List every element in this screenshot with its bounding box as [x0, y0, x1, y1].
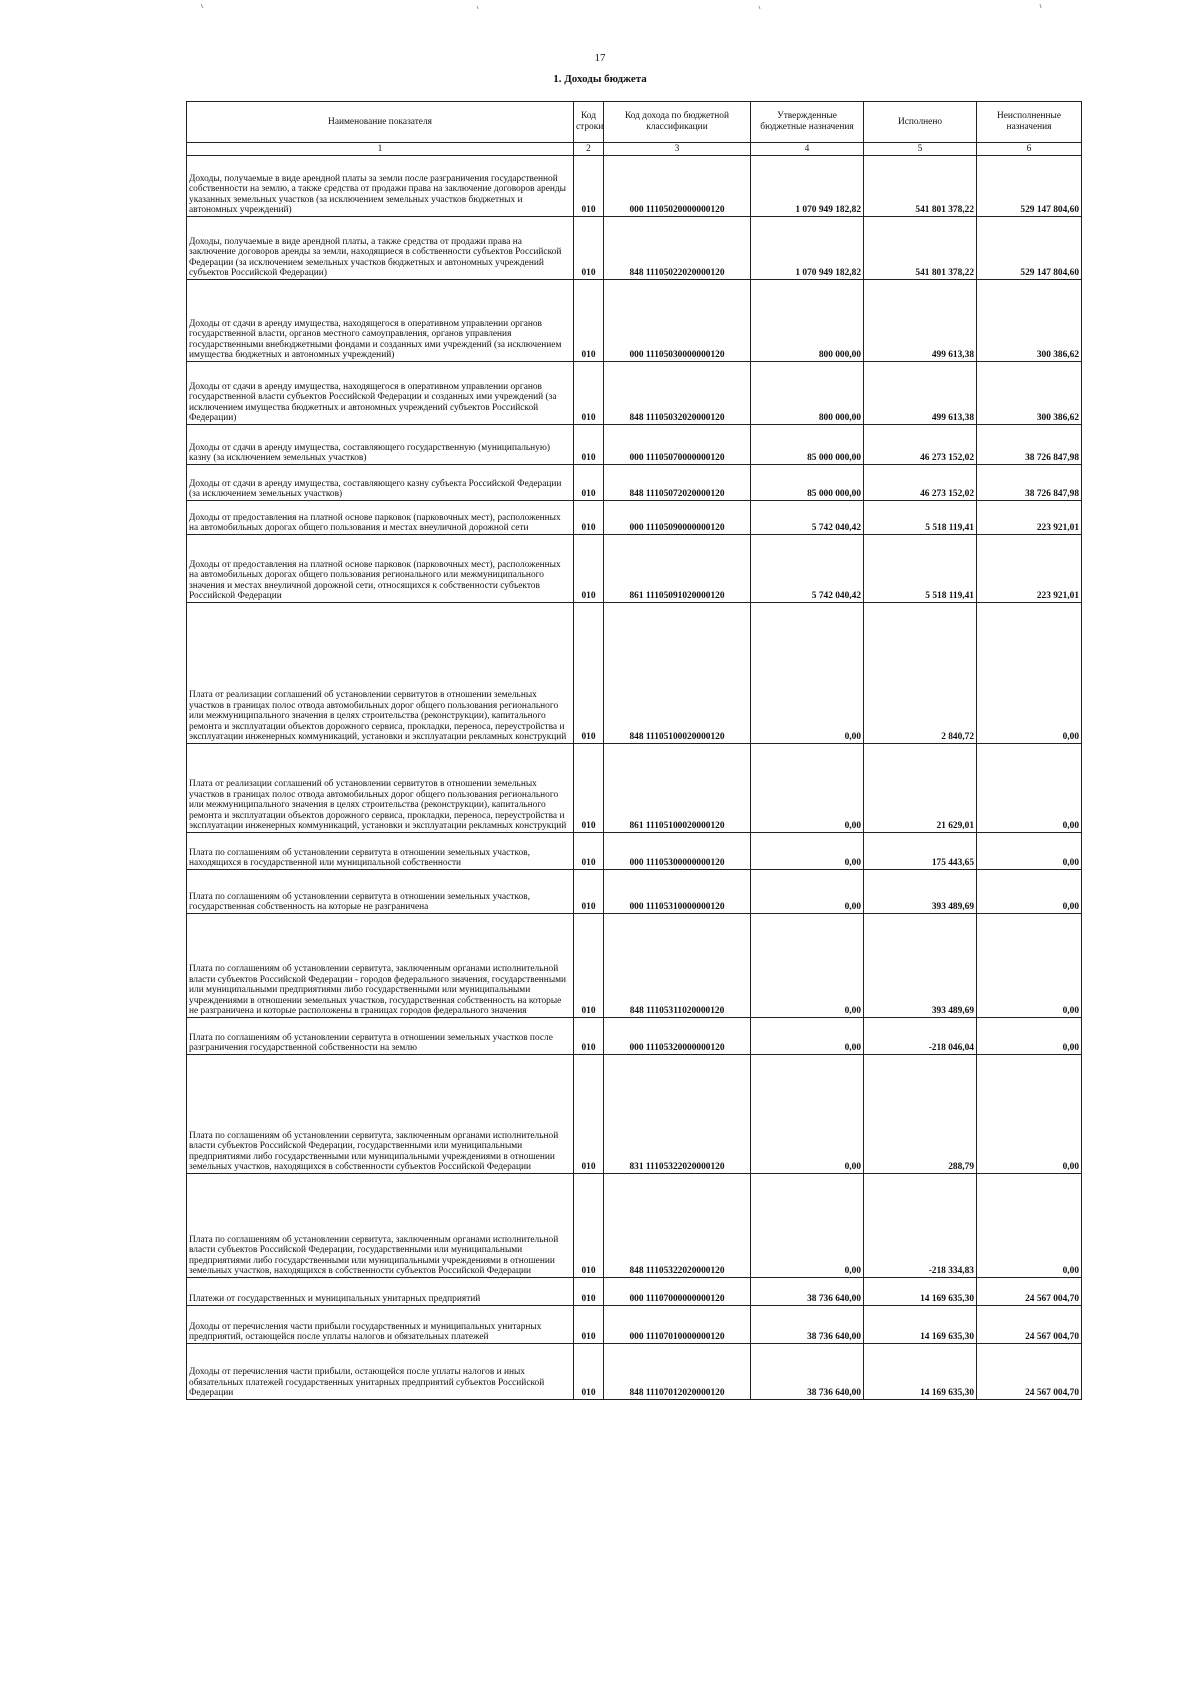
revenue-code-cell: 861 11105091020000120 — [604, 535, 751, 603]
executed-amount-cell: 393 489,69 — [864, 914, 977, 1018]
approved-amount-cell: 85 000 000,00 — [751, 465, 864, 501]
revenue-code-cell: 000 11105320000000120 — [604, 1018, 751, 1055]
line-code-cell: 010 — [574, 425, 604, 465]
indicator-name-cell: Доходы, получаемые в виде арендной платы, а также средства от продажи права на заключение договоров аренды за земли, находящиеся в собственности субъектов Российской Федерации (за исключением земельных участков бюджетных и автономных учреждений субъектов Российской Федерации) — [187, 217, 574, 280]
line-code-cell: 010 — [574, 1055, 604, 1174]
revenue-code-cell: 000 11105020000000120 — [604, 156, 751, 217]
approved-amount-cell: 0,00 — [751, 744, 864, 833]
executed-amount-cell: 14 169 635,30 — [864, 1344, 977, 1400]
indicator-name-cell: Плата по соглашениям об установлении сервитута в отношении земельных участков, государственная собственность на которые не разграничена — [187, 870, 574, 914]
line-code-cell: 010 — [574, 1306, 604, 1344]
line-code-cell: 010 — [574, 280, 604, 362]
line-code-cell: 010 — [574, 1018, 604, 1055]
revenue-code-cell: 848 11107012020000120 — [604, 1344, 751, 1400]
table-row — [187, 1344, 1082, 1400]
unexecuted-amount-cell: 529 147 804,60 — [977, 156, 1082, 217]
unexecuted-amount-cell: 38 726 847,98 — [977, 465, 1082, 501]
approved-amount-cell: 1 070 949 182,82 — [751, 156, 864, 217]
table-row — [187, 1018, 1082, 1055]
approved-amount-cell: 38 736 640,00 — [751, 1344, 864, 1400]
unexecuted-amount-cell: 529 147 804,60 — [977, 217, 1082, 280]
unexecuted-amount-cell: 38 726 847,98 — [977, 425, 1082, 465]
scan-artifacts — [0, 0, 1200, 20]
line-code-cell: 010 — [574, 1174, 604, 1278]
indicator-name-cell: Доходы от перечисления части прибыли государственных и муниципальных унитарных предприятий, остающейся после уплаты налогов и обязательных платежей — [187, 1306, 574, 1344]
indicator-name-cell: Плата по соглашениям об установлении сервитута в отношении земельных участков, находящихся в государственной или муниципальной собственности — [187, 833, 574, 870]
table-row — [187, 603, 1082, 744]
page-number: 17 — [594, 52, 606, 64]
column-number: 5 — [864, 143, 977, 156]
unexecuted-amount-cell: 24 567 004,70 — [977, 1278, 1082, 1306]
table-row — [187, 1306, 1082, 1344]
line-code-cell: 010 — [574, 744, 604, 833]
executed-amount-cell: 14 169 635,30 — [864, 1278, 977, 1306]
header-revenue-code: Код дохода по бюджетной классификации — [604, 102, 751, 143]
table-row — [187, 744, 1082, 833]
line-code-cell: 010 — [574, 501, 604, 535]
indicator-name-cell: Доходы от сдачи в аренду имущества, находящегося в оперативном управлении органов государственной власти субъектов Российской Федерации и созданных ими учреждений (за исключением имущества бюджетных и автономных учреждений субъектов Российской Федерации) — [187, 362, 574, 425]
executed-amount-cell: 5 518 119,41 — [864, 535, 977, 603]
indicator-name-cell: Плата по соглашениям об установлении сервитута, заключенным органами исполнительной власти субъектов Российской Федерации - городов федерального значения, государственными или муниципальными предприятиями либо государственными или муниципальными учреждениями в отношении земельных участков, государственная собственность на которые не разграничена и которые расположены в границах городов федерального значения — [187, 914, 574, 1018]
revenue-code-cell: 000 11105310000000120 — [604, 870, 751, 914]
approved-amount-cell: 0,00 — [751, 870, 864, 914]
column-number: 6 — [977, 143, 1082, 156]
unexecuted-amount-cell: 223 921,01 — [977, 535, 1082, 603]
executed-amount-cell: 288,79 — [864, 1055, 977, 1174]
line-code-cell: 010 — [574, 535, 604, 603]
executed-amount-cell: 5 518 119,41 — [864, 501, 977, 535]
unexecuted-amount-cell: 300 386,62 — [977, 362, 1082, 425]
unexecuted-amount-cell: 0,00 — [977, 603, 1082, 744]
table-row — [187, 1278, 1082, 1306]
section-title: 1. Доходы бюджета — [553, 73, 647, 85]
executed-amount-cell: 541 801 378,22 — [864, 156, 977, 217]
line-code-cell: 010 — [574, 217, 604, 280]
revenue-code-cell: 000 11105300000000120 — [604, 833, 751, 870]
revenue-code-cell: 000 11105030000000120 — [604, 280, 751, 362]
table-row — [187, 1174, 1082, 1278]
table-body — [187, 156, 1082, 1400]
indicator-name-cell: Плата от реализации соглашений об установлении сервитутов в отношении земельных участков в границах полос отвода автомобильных дорог общего пользования регионального или межмуниципального значения в целях строительства (реконструкции), капитального ремонта и эксплуатации объектов дорожного сервиса, прокладки, переноса, переустройства и эксплуатации инженерных коммуникаций, установки и эксплуатации рекламных конструкций — [187, 603, 574, 744]
line-code-cell: 010 — [574, 870, 604, 914]
indicator-name-cell: Плата по соглашениям об установлении сервитута в отношении земельных участков после разграничения государственной собственности на землю — [187, 1018, 574, 1055]
revenue-code-cell: 848 11105072020000120 — [604, 465, 751, 501]
revenue-code-cell: 000 11105090000000120 — [604, 501, 751, 535]
indicator-name-cell: Плата по соглашениям об установлении сервитута, заключенным органами исполнительной власти субъектов Российской Федерации, государственными или муниципальными предприятиями либо государственными или муниципальными учреждениями в отношении земельных участков, находящихся в собственности субъектов Российской Федерации — [187, 1055, 574, 1174]
line-code-cell: 010 — [574, 1278, 604, 1306]
revenue-code-cell: 848 11105022020000120 — [604, 217, 751, 280]
line-code-cell: 010 — [574, 1344, 604, 1400]
column-number: 3 — [604, 143, 751, 156]
unexecuted-amount-cell: 0,00 — [977, 1174, 1082, 1278]
executed-amount-cell: 14 169 635,30 — [864, 1306, 977, 1344]
revenue-code-cell: 000 11107010000000120 — [604, 1306, 751, 1344]
executed-amount-cell: 46 273 152,02 — [864, 425, 977, 465]
table-row — [187, 156, 1082, 217]
approved-amount-cell: 0,00 — [751, 1018, 864, 1055]
revenue-code-cell: 848 11105032020000120 — [604, 362, 751, 425]
header-executed: Исполнено — [864, 102, 977, 143]
table-row — [187, 217, 1082, 280]
revenue-code-cell: 848 11105311020000120 — [604, 914, 751, 1018]
header-approved: Утвержденные бюджетные назначения — [751, 102, 864, 143]
header-unexecuted: Неисполненные назначения — [977, 102, 1082, 143]
revenue-table — [186, 101, 1082, 1400]
unexecuted-amount-cell: 0,00 — [977, 744, 1082, 833]
header-line-code: Код строки — [574, 102, 604, 143]
line-code-cell: 010 — [574, 914, 604, 1018]
executed-amount-cell: 499 613,38 — [864, 280, 977, 362]
indicator-name-cell: Доходы от сдачи в аренду имущества, находящегося в оперативном управлении органов государственной власти, органов местного самоуправления, органов управления государственными внебюджетными фондами и созданных ими учреждений (за исключением имущества бюджетных и автономных учреждений) — [187, 280, 574, 362]
column-number: 2 — [574, 143, 604, 156]
revenue-code-cell: 848 11105322020000120 — [604, 1174, 751, 1278]
executed-amount-cell: 541 801 378,22 — [864, 217, 977, 280]
indicator-name-cell: Плата от реализации соглашений об установлении сервитутов в отношении земельных участков в границах полос отвода автомобильных дорог общего пользования регионального или межмуниципального значения в целях строительства (реконструкции), капитального ремонта и эксплуатации объектов дорожного сервиса, прокладки, переноса, переустройства и эксплуатации инженерных коммуникаций, установки и эксплуатации рекламных конструкций — [187, 744, 574, 833]
line-code-cell: 010 — [574, 833, 604, 870]
executed-amount-cell: 46 273 152,02 — [864, 465, 977, 501]
executed-amount-cell: -218 046,04 — [864, 1018, 977, 1055]
indicator-name-cell: Доходы от предоставления на платной основе парковок (парковочных мест), расположенных на автомобильных дорогах общего пользования и местах внеуличной дорожной сети — [187, 501, 574, 535]
table-row — [187, 465, 1082, 501]
indicator-name-cell: Доходы от перечисления части прибыли, остающейся после уплаты налогов и иных обязательных платежей государственных унитарных предприятий субъектов Российской Федерации — [187, 1344, 574, 1400]
table-row — [187, 914, 1082, 1018]
unexecuted-amount-cell: 24 567 004,70 — [977, 1306, 1082, 1344]
column-number-row — [187, 143, 1082, 156]
approved-amount-cell: 800 000,00 — [751, 280, 864, 362]
revenue-code-cell: 848 11105100020000120 — [604, 603, 751, 744]
unexecuted-amount-cell: 0,00 — [977, 1018, 1082, 1055]
column-number: 4 — [751, 143, 864, 156]
approved-amount-cell: 85 000 000,00 — [751, 425, 864, 465]
indicator-name-cell: Платежи от государственных и муниципальных унитарных предприятий — [187, 1278, 574, 1306]
table-row — [187, 362, 1082, 425]
table-row — [187, 870, 1082, 914]
indicator-name-cell: Доходы, получаемые в виде арендной платы за земли после разграничения государственной собственности на землю, а также средства от продажи права на заключение договоров аренды указанных земельных участков (за исключением земельных участков бюджетных и автономных учреждений) — [187, 156, 574, 217]
approved-amount-cell: 0,00 — [751, 833, 864, 870]
unexecuted-amount-cell: 300 386,62 — [977, 280, 1082, 362]
approved-amount-cell: 1 070 949 182,82 — [751, 217, 864, 280]
indicator-name-cell: Доходы от сдачи в аренду имущества, составляющего государственную (муниципальную) казну (за исключением земельных участков) — [187, 425, 574, 465]
table-row — [187, 501, 1082, 535]
approved-amount-cell: 0,00 — [751, 603, 864, 744]
table-row — [187, 833, 1082, 870]
line-code-cell: 010 — [574, 362, 604, 425]
executed-amount-cell: -218 334,83 — [864, 1174, 977, 1278]
unexecuted-amount-cell: 0,00 — [977, 914, 1082, 1018]
header-indicator-name: Наименование показателя — [187, 102, 574, 143]
revenue-code-cell: 000 11105070000000120 — [604, 425, 751, 465]
approved-amount-cell: 38 736 640,00 — [751, 1306, 864, 1344]
approved-amount-cell: 5 742 040,42 — [751, 535, 864, 603]
unexecuted-amount-cell: 24 567 004,70 — [977, 1344, 1082, 1400]
column-number: 1 — [187, 143, 574, 156]
unexecuted-amount-cell: 0,00 — [977, 1055, 1082, 1174]
revenue-code-cell: 000 11107000000000120 — [604, 1278, 751, 1306]
revenue-code-cell: 831 11105322020000120 — [604, 1055, 751, 1174]
approved-amount-cell: 5 742 040,42 — [751, 501, 864, 535]
approved-amount-cell: 0,00 — [751, 1174, 864, 1278]
table-row — [187, 1055, 1082, 1174]
unexecuted-amount-cell: 0,00 — [977, 833, 1082, 870]
approved-amount-cell: 38 736 640,00 — [751, 1278, 864, 1306]
unexecuted-amount-cell: 0,00 — [977, 870, 1082, 914]
executed-amount-cell: 2 840,72 — [864, 603, 977, 744]
unexecuted-amount-cell: 223 921,01 — [977, 501, 1082, 535]
table-row — [187, 425, 1082, 465]
approved-amount-cell: 0,00 — [751, 914, 864, 1018]
table-header-row — [187, 102, 1082, 143]
line-code-cell: 010 — [574, 156, 604, 217]
executed-amount-cell: 21 629,01 — [864, 744, 977, 833]
executed-amount-cell: 499 613,38 — [864, 362, 977, 425]
table-row — [187, 535, 1082, 603]
revenue-code-cell: 861 11105100020000120 — [604, 744, 751, 833]
indicator-name-cell: Доходы от сдачи в аренду имущества, составляющего казну субъекта Российской Федерации (за исключением земельных участков) — [187, 465, 574, 501]
line-code-cell: 010 — [574, 603, 604, 744]
line-code-cell: 010 — [574, 465, 604, 501]
executed-amount-cell: 175 443,65 — [864, 833, 977, 870]
table-row — [187, 280, 1082, 362]
approved-amount-cell: 800 000,00 — [751, 362, 864, 425]
indicator-name-cell: Плата по соглашениям об установлении сервитута, заключенным органами исполнительной власти субъектов Российской Федерации, государственными или муниципальными предприятиями либо государственными или муниципальными учреждениями в отношении земельных участков, находящихся в собственности субъектов Российской Федерации — [187, 1174, 574, 1278]
indicator-name-cell: Доходы от предоставления на платной основе парковок (парковочных мест), расположенных на автомобильных дорогах общего пользования регионального или межмуниципального значения и местах внеуличной дорожной сети, относящихся к собственности субъектов Российской Федерации — [187, 535, 574, 603]
approved-amount-cell: 0,00 — [751, 1055, 864, 1174]
executed-amount-cell: 393 489,69 — [864, 870, 977, 914]
